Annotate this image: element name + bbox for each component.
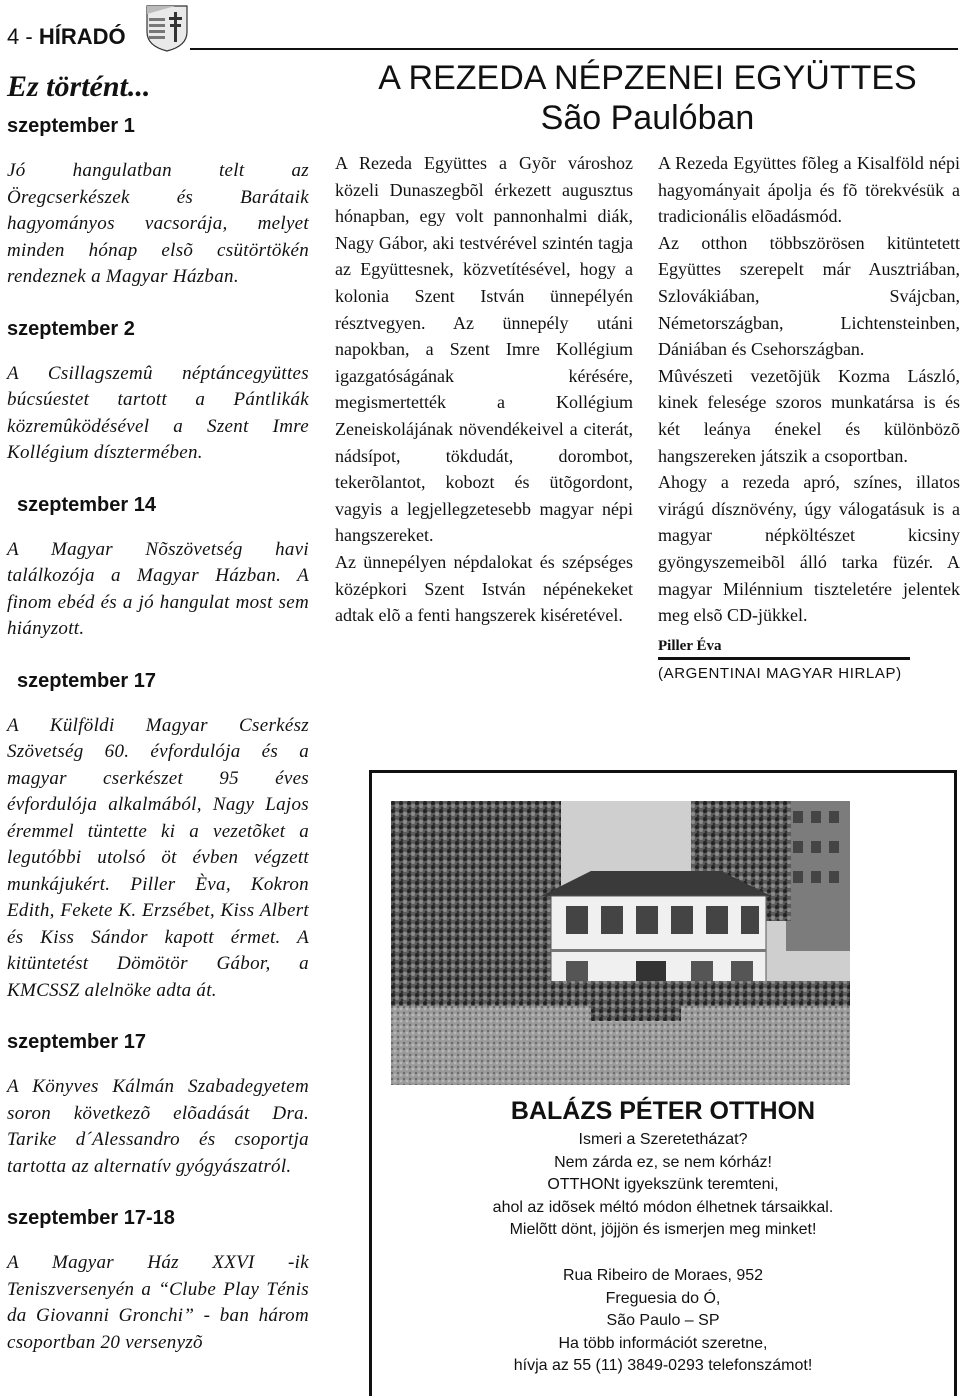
ad-address-line: hívja az 55 (11) 3849-0293 telefonszámot!: [513, 1357, 813, 1375]
event-date: szeptember 1: [7, 115, 135, 137]
ad-title: BALÁZS PÉTER OTTHON: [510, 1097, 816, 1125]
event-text: A Könyves Kálmán Szabadegyetem soron következõ elõadását Dra. Tarike d´Alessandro és csoportja tartotta az alternatív gyógyászatról.: [7, 1076, 309, 1177]
ad-line: Ismeri a Szeretetházat?: [578, 1131, 748, 1148]
event-text: A Magyar Ház XXVI -ik Teniszversenyén a “Clube Play Ténis da Giovanni Gronchi” - ban három csoportban 20 versenyzõ: [7, 1252, 309, 1353]
event-text: A Magyar Nõszövetség havi találkozója a Magyar Házban. A finom ebéd és a jó hangulat most sem hiányzott.: [7, 538, 309, 639]
events-title: Ez történt...: [7, 70, 151, 103]
ad-address: [372, 1265, 954, 1378]
ad-line: Nem zárda ez, se nem kórház!: [554, 1153, 772, 1171]
article-title-line-1: A REZEDA NÉPZENEI EGYÜTTES: [378, 59, 917, 97]
article-column-2: [658, 150, 960, 686]
article-paragraph: Az ünnepélyen népdalokat és szépséges középkori Szent István népénekeket adtak elõ a fenti hangszerek kiséretével.: [335, 551, 633, 626]
article-paragraph: A Rezeda Együttes a Gyõr városhoz közeli Dunaszegbõl érkezett augusztus hónapban, egy volt pannonhalmi diák, Nagy Gábor, aki testvérével szintén tagja az Együttesnek, közvetítésével, hogy a kolonia Szent István ünnepélyén résztvegyen. Az ünnepély utáni napokban, a Szent Imre Kollégium igazgatóságának kérésére, megismertették a Kollégium Zeneiskolájának növendékeivel a citerát, nádsípot, tökdudát, dorombot, tekerõlantot, kobozt és ütõgordont, vagyis a legjellegzetesebb magyar népi hangszereket.: [335, 153, 633, 546]
event-date: szeptember 17-18: [7, 1207, 175, 1229]
event-date: szeptember 14: [17, 493, 156, 516]
article-paragraph: Az otthon többszörösen kitüntetett Együttes szerepelt már Ausztriában, Szlovákiában, Svájcban, Németországban, Lichtensteinben, Dániában és Csehországban.: [658, 232, 960, 360]
article-author: Piller Éva: [658, 635, 910, 660]
events-column: [7, 70, 309, 1382]
ad-address-line: São Paulo – SP: [606, 1312, 720, 1330]
ad-line: ahol az idõsek méltó módon élhetnek társaikkal.: [492, 1198, 834, 1216]
article-column-1: [335, 150, 633, 629]
event-date: szeptember 17: [17, 669, 156, 692]
article-paragraph: Mûvészeti vezetõjük Kozma László, kinek felesége szoros munkatársa is és két leánya énekel és különbözõ hangszereken játszik a csoportban.: [658, 365, 960, 466]
article-title: [335, 58, 960, 138]
article-source: (ARGENTINAI MAGYAR HIRLAP): [658, 664, 902, 682]
ad-address-line: Freguesia do Ó,: [605, 1289, 721, 1307]
event-text: A Csillagszemû néptáncegyüttes búcsúestet tartott a Pántlikák közremûködésével a Szent Imre Kollégium dísztermében.: [7, 362, 309, 463]
page-number: 4 -: [7, 24, 33, 49]
ad-line: OTTHONt igyekszünk teremteni,: [547, 1176, 779, 1194]
article-title-line-2: São Paulóban: [540, 99, 755, 137]
hungarian-cross-shield-logo: [145, 4, 189, 52]
page-header: [7, 24, 126, 50]
ad-line: Mielõtt dönt, jöjjön és ismerjen meg minket!: [509, 1221, 817, 1239]
building-photo: [391, 801, 850, 1085]
ad-address-line: Rua Ribeiro de Moraes, 952: [562, 1267, 764, 1284]
header-rule: [190, 48, 958, 50]
event-text: A Külföldi Magyar Cserkész Szövetség 60. évfordulója és a magyar cserkészet 95 éves évfordulója alkalmából, Nagy Lajos éremmel tüntette ki a vezetõket a legutóbbi utolsó öt évben végzett munkájukért. Piller Èva, Kokron Edith, Fekete K. Erzsébet, Kiss Albert és Kiss Sándor kapott érmet. A kitüntetést Dömötör Gábor, a KMCSSZ alelnöke adta át.: [7, 714, 309, 1001]
event-date: szeptember 2: [7, 317, 135, 340]
ad-address-line: Ha több információt szeretne,: [558, 1334, 768, 1352]
article-paragraph: A Rezeda Együttes fõleg a Kisalföld népi hagyományait ápolja és fõ törekvésük a tradicionális elõadásmód.: [658, 153, 960, 227]
section-name: HÍRADÓ: [38, 24, 126, 49]
event-date: szeptember 17: [7, 1031, 146, 1053]
article-paragraph: Ahogy a rezeda apró, színes, illatos virágú dísznövény, úgy válogatásuk is a magyar népköltészet kicsiny gyöngyszemeibõl álló tarka füzér. A magyar Milénnium tiszteletére jelentek meg elsõ CD-jükkel.: [658, 472, 960, 626]
ad-slogan: [372, 1129, 954, 1242]
event-text: Jó hangulatban telt az Öregcserkészek és Barátaik hagyományos vacsorája, melyet minden hónap elsõ csütörtökén rendeznek a Magyar Házban.: [7, 160, 309, 287]
